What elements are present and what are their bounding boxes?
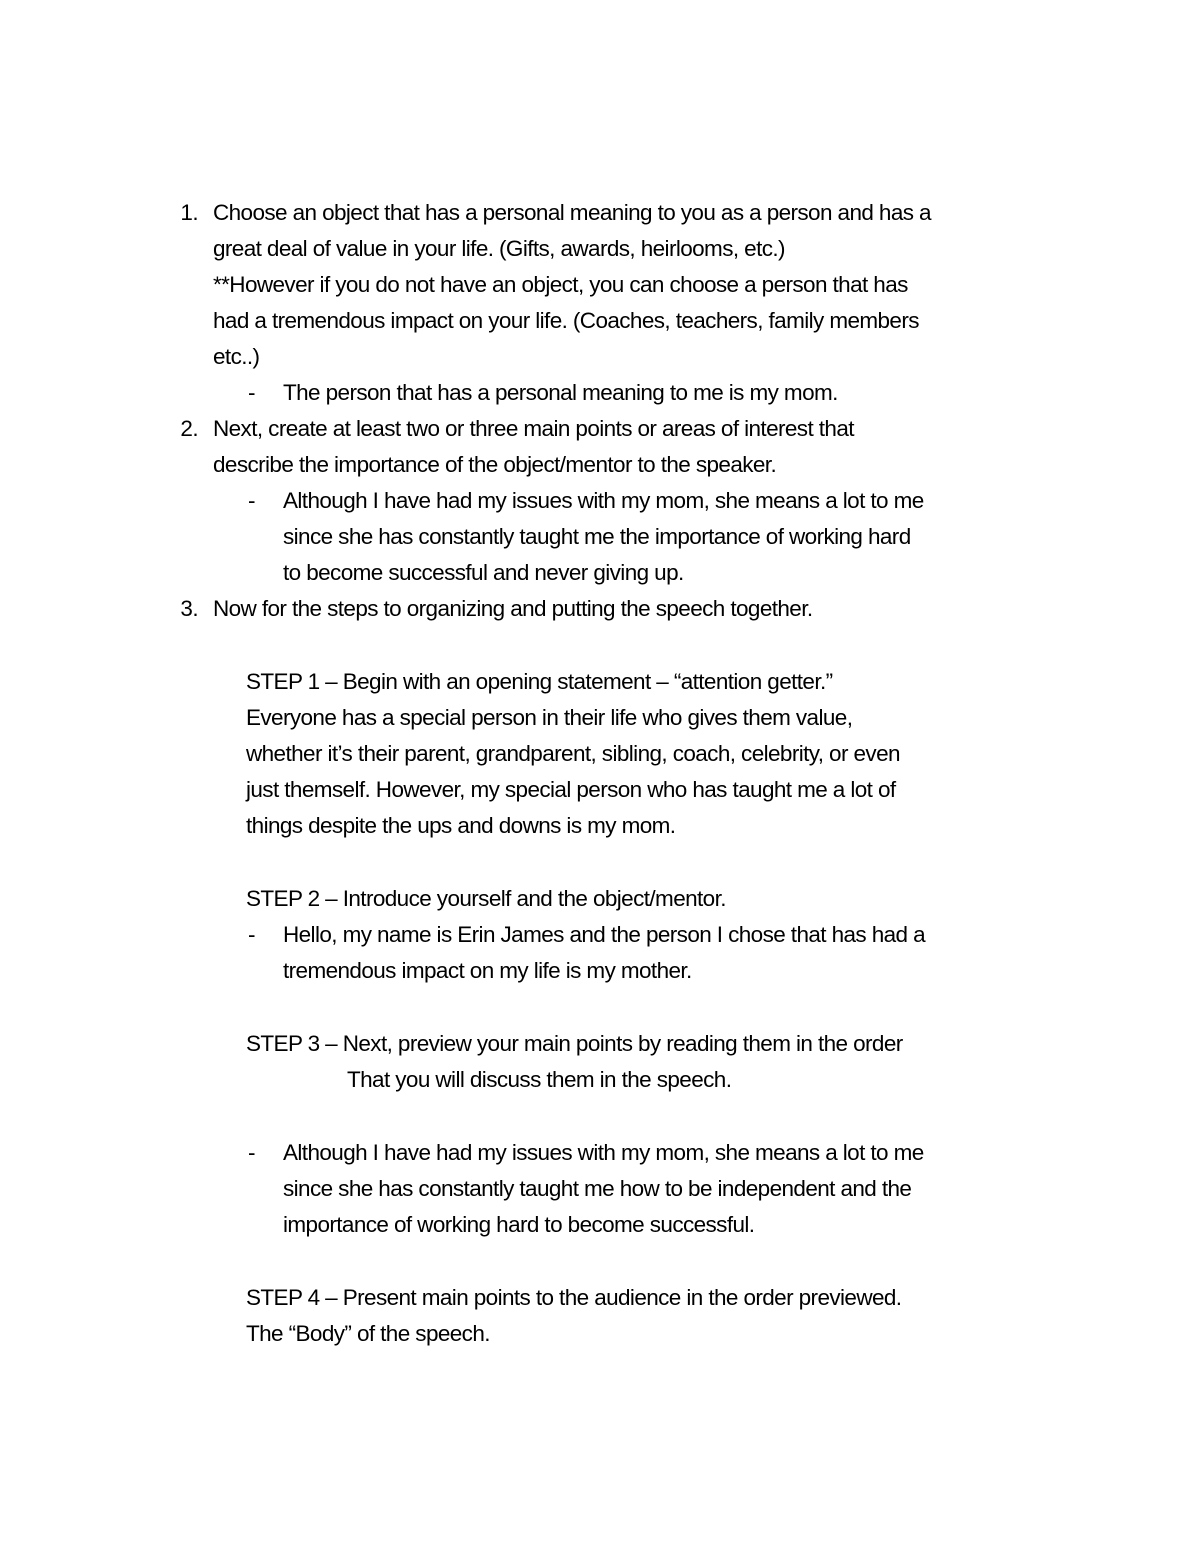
- step-body-line: Everyone has a special person in their life who gives them value,: [246, 705, 853, 730]
- step-body-line: just themself. However, my special person who has taught me a lot of: [246, 777, 896, 802]
- item-text-line: describe the importance of the object/mentor to the speaker.: [213, 452, 777, 477]
- dash-bullet: -: [248, 380, 255, 405]
- item-number: 3.: [180, 596, 198, 621]
- step-body-line: tremendous impact on my life is my mother.: [283, 958, 692, 983]
- answer-text-line: Although I have had my issues with my mom, she means a lot to me: [283, 488, 924, 513]
- step-heading: STEP 4 – Present main points to the audience in the order previewed.: [246, 1285, 902, 1310]
- item-text-line: had a tremendous impact on your life. (Coaches, teachers, family members: [213, 308, 919, 333]
- item-number: 2.: [180, 416, 198, 441]
- step-body-line: The “Body” of the speech.: [246, 1321, 490, 1346]
- dash-bullet: -: [248, 1140, 255, 1165]
- item-text-line: Now for the steps to organizing and putting the speech together.: [213, 596, 813, 621]
- step-body-line: things despite the ups and downs is my mom.: [246, 813, 676, 838]
- step-heading: STEP 2 – Introduce yourself and the object/mentor.: [246, 886, 726, 911]
- dash-bullet: -: [248, 488, 255, 513]
- step-body-line: Although I have had my issues with my mom, she means a lot to me: [283, 1140, 924, 1165]
- step-heading: STEP 3 – Next, preview your main points by reading them in the order: [246, 1031, 903, 1056]
- answer-text-line: since she has constantly taught me the importance of working hard: [283, 524, 911, 549]
- item-text-line: great deal of value in your life. (Gifts, awards, heirlooms, etc.): [213, 236, 785, 261]
- item-text-line: Choose an object that has a personal meaning to you as a person and has a: [213, 200, 931, 225]
- step-body-line: importance of working hard to become successful.: [283, 1212, 755, 1237]
- dash-bullet: -: [248, 922, 255, 947]
- answer-text-line: The person that has a personal meaning to me is my mom.: [283, 380, 838, 405]
- item-number: 1.: [180, 200, 198, 225]
- step-heading: STEP 1 – Begin with an opening statement – “attention getter.”: [246, 669, 833, 694]
- item-text-line: **However if you do not have an object, you can choose a person that has: [213, 272, 908, 297]
- step-body-line: since she has constantly taught me how to be independent and the: [283, 1176, 912, 1201]
- step-heading-continuation: That you will discuss them in the speech.: [347, 1067, 732, 1092]
- step-body-line: whether it’s their parent, grandparent, sibling, coach, celebrity, or even: [246, 741, 900, 766]
- answer-text-line: to become successful and never giving up.: [283, 560, 684, 585]
- item-text-line: Next, create at least two or three main points or areas of interest that: [213, 416, 854, 441]
- item-text-line: etc..): [213, 344, 260, 369]
- step-body-line: Hello, my name is Erin James and the person I chose that has had a: [283, 922, 926, 947]
